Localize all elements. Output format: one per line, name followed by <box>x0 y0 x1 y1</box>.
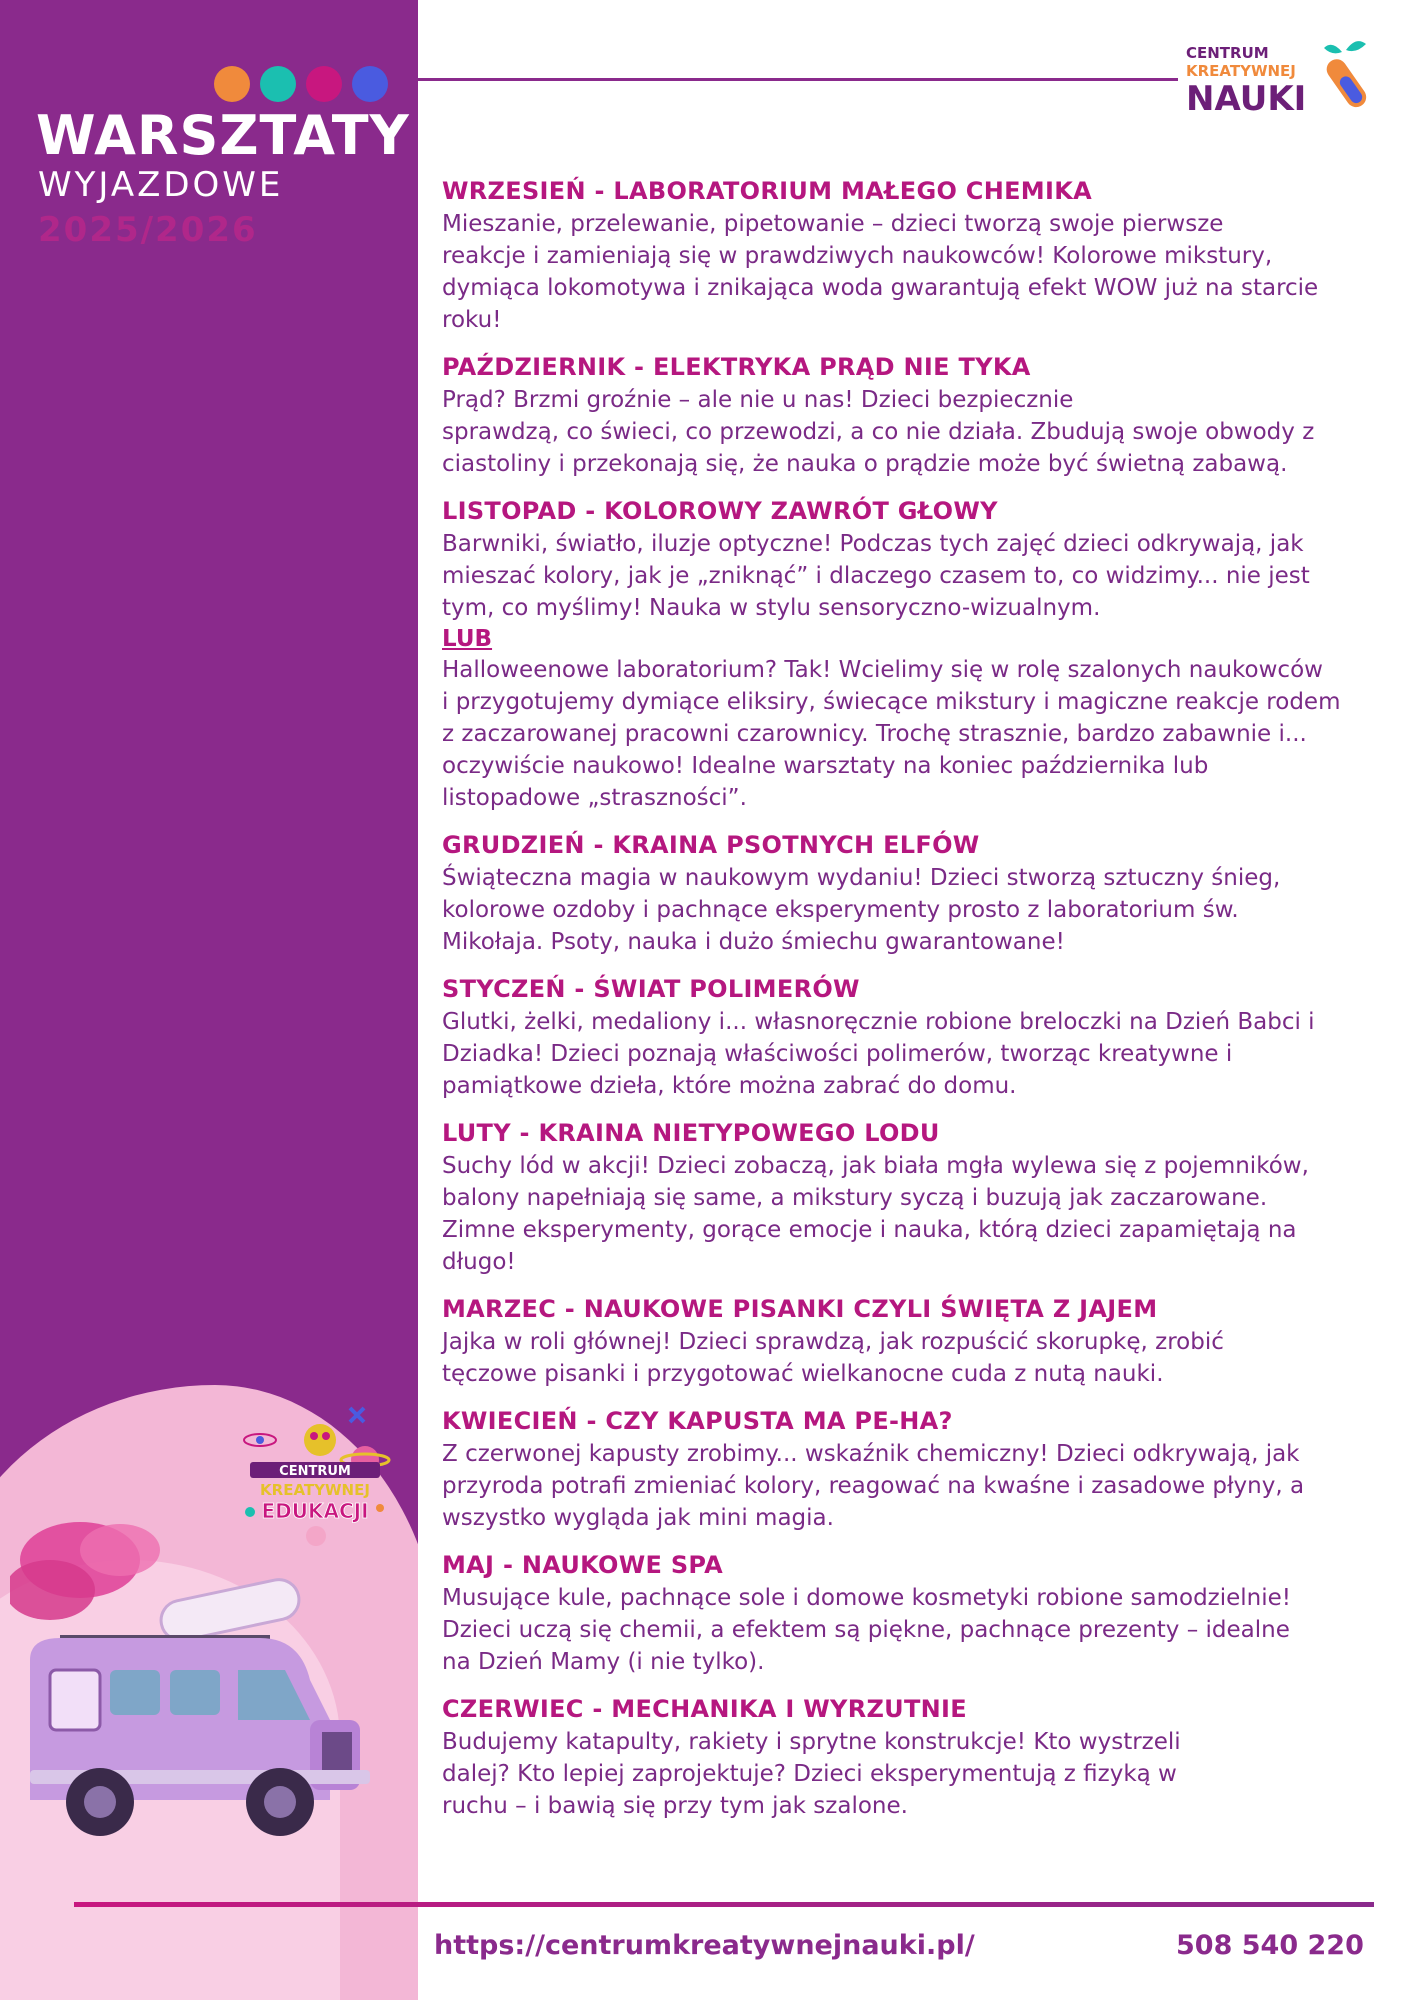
website-link[interactable]: https://centrumkreatywnejnauki.pl/ <box>434 1930 975 1961</box>
section-marzec <box>442 1292 1382 1390</box>
section-maj <box>442 1548 1382 1678</box>
sidebar <box>0 0 418 2000</box>
badge-line2: KREATYWNEJ <box>260 1481 370 1499</box>
dot-magenta <box>306 66 342 102</box>
bottom-divider-line <box>74 1902 1374 1907</box>
section-title: MARZEC - NAUKOWE PISANKI CZYLI ŚWIĘTA Z JAJEM <box>442 1295 1158 1323</box>
section-luty <box>442 1116 1382 1278</box>
section-listopad <box>442 494 1382 814</box>
phone-number[interactable]: 508 540 220 <box>1176 1930 1364 1961</box>
section-description: Świąteczna magia w naukowym wydaniu! Dzieci stworzą sztuczny śnieg, kolorowe ozdoby i pachnące eksperymenty prosto z laboratorium św. Mikołaja. Psoty, nauka i dużo śmiechu gwarantowane! <box>442 865 1281 955</box>
section-title: PAŹDZIERNIK - ELEKTRYKA PRĄD NIE TYKA <box>442 353 1031 381</box>
section-description: Budujemy katapulty, rakiety i sprytne konstrukcje! Kto wystrzeli dalej? Kto lepiej zaprojektuje? Dzieci eksperymentują z fizyką w ruchu – i bawią się przy tym jak szalone. <box>442 1729 1181 1819</box>
badge-line3: EDUKACJI <box>261 1499 369 1523</box>
dot-blue <box>352 66 388 102</box>
section-description: Suchy lód w akcji! Dzieci zobaczą, jak biała mgła wylewa się z pojemników, balony napełniają się same, a mikstury syczą i buzują jak zaczarowane. Zimne eksperymenty, gorące emocje i nauka, którą dzieci zapamiętają na długo! <box>442 1153 1309 1275</box>
color-dots <box>214 66 388 102</box>
section-description: Mieszanie, przelewanie, pipetowanie – dzieci tworzą swoje pierwsze reakcje i zamieniają się w prawdziwych naukowców! Kolorowe mikstury, dymiąca lokomotywa i znikająca woda gwarantują efekt WOW już na starcie roku! <box>442 211 1319 333</box>
pink-science-van-illustration <box>10 1520 410 1860</box>
section-title: LISTOPAD - KOLOROWY ZAWRÓT GŁOWY <box>442 497 998 525</box>
page-title: WARSZTATY <box>36 104 410 167</box>
section-title: MAJ - NAUKOWE SPA <box>442 1551 723 1579</box>
section-description: Prąd? Brzmi groźnie – ale nie u nas! Dzieci bezpiecznie sprawdzą, co świeci, co przewodzi, a co nie działa. Zbudują swoje obwody z ciastoliny i przekonają się, że nauka o prądzie może być świetną zabawą. <box>442 387 1315 477</box>
section-description: Musujące kule, pachnące sole i domowe kosmetyki robione samodzielnie! Dzieci uczą się chemii, a efektem są piękne, pachnące prezenty – idealne na Dzień Mamy (i nie tylko). <box>442 1585 1292 1675</box>
badge-line1: CENTRUM <box>279 1464 351 1479</box>
section-grudzien <box>442 828 1382 958</box>
dot-orange <box>214 66 250 102</box>
section-title: CZERWIEC - MECHANIKA I WYRZUTNIE <box>442 1695 967 1723</box>
section-czerwiec <box>442 1692 1382 1822</box>
logo-line1: CENTRUM <box>1186 44 1269 62</box>
top-divider-line <box>418 78 1178 81</box>
section-alt-description: Halloweenowe laboratorium? Tak! Wcielimy się w rolę szalonych naukowców i przygotujemy dymiące eliksiry, świecące mikstury i magiczne reakcje rodem z zaczarowanej pracowni czarownicy. Trochę strasznie, bardzo zabawnie i... oczywiście naukowo! Idealne warsztaty na koniec października lub listopadowe „straszności”. <box>442 657 1341 811</box>
section-description: Jajka w roli głównej! Dzieci sprawdzą, jak rozpuścić skorupkę, zrobić tęczowe pisanki i przygotować wielkanocne cuda z nutą nauki. <box>442 1329 1224 1387</box>
section-styczen <box>442 972 1382 1102</box>
dot-teal <box>260 66 296 102</box>
section-kwiecien <box>442 1404 1382 1534</box>
logo-line3: NAUKI <box>1186 79 1307 119</box>
section-title: LUTY - KRAINA NIETYPOWEGO LODU <box>442 1119 940 1147</box>
logo-line2: KREATYWNEJ <box>1186 62 1296 80</box>
or-label: LUB <box>442 626 493 652</box>
section-description: Glutki, żelki, medaliony i... własnoręcznie robione breloczki na Dzień Babci i Dziadka! Dzieci poznają właściwości polimerów, tworząc kreatywne i pamiątkowe dzieła, które można zabrać do domu. <box>442 1009 1315 1099</box>
section-wrzesien <box>442 174 1382 336</box>
section-title: KWIECIEŃ - CZY KAPUSTA MA PE-HA? <box>442 1407 953 1435</box>
school-year: 2025/2026 <box>38 210 258 250</box>
section-title: WRZESIEŃ - LABORATORIUM MAŁEGO CHEMIKA <box>442 177 1092 205</box>
workshop-list <box>442 174 1382 1836</box>
section-title: STYCZEŃ - ŚWIAT POLIMERÓW <box>442 975 860 1003</box>
section-pazdziernik <box>442 350 1382 480</box>
centrum-kreatywnej-nauki-logo <box>1182 34 1382 124</box>
section-description: Barwniki, światło, iluzje optyczne! Podczas tych zajęć dzieci odkrywają, jak mieszać kolory, jak je „zniknąć” i dlaczego czasem to, co widzimy... nie jest tym, co myślimy! Nauka w stylu sensoryczno-wizualnym. <box>442 531 1310 621</box>
page-subtitle: WYJAZDOWE <box>38 165 284 205</box>
section-title: GRUDZIEŃ - KRAINA PSOTNYCH ELFÓW <box>442 831 980 859</box>
section-description: Z czerwonej kapusty zrobimy... wskaźnik chemiczny! Dzieci odkrywają, jak przyroda potrafi zmieniać kolory, reagować na kwaśne i zasadowe płyny, a wszystko wygląda jak mini magia. <box>442 1441 1305 1531</box>
